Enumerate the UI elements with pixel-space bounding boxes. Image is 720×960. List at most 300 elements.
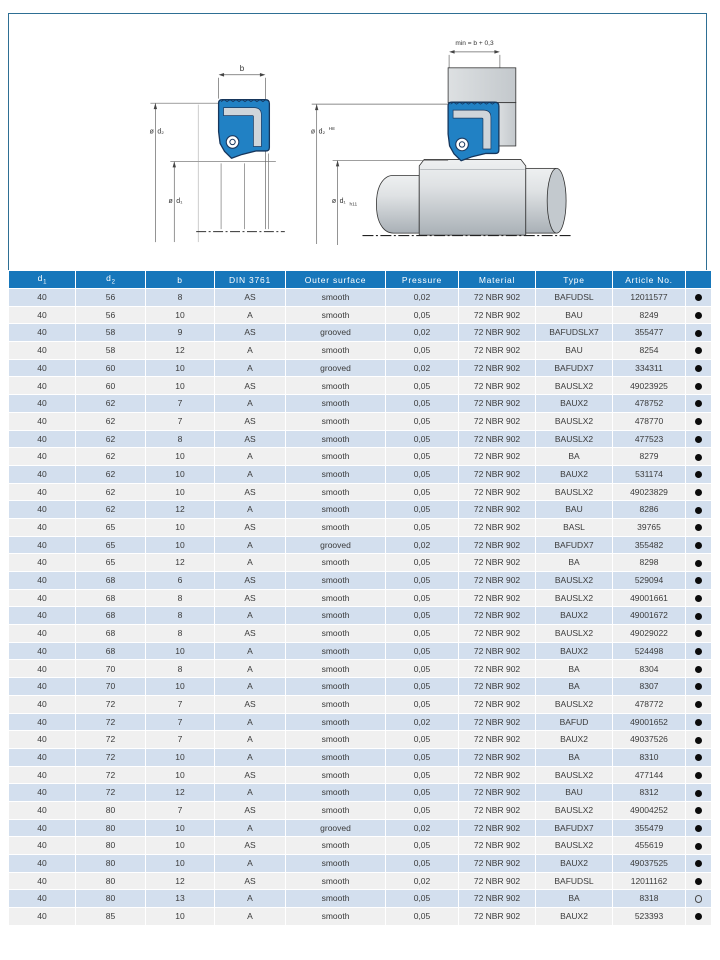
cell-pressure: 0,05 [386,483,459,501]
cell-article-no: 8254 [613,342,686,360]
cell-b: 7 [146,801,215,819]
dim-b-label: b [239,63,245,73]
cell-din: A [215,855,286,873]
cell-type: BAUX2 [536,855,613,873]
cell-pressure: 0,02 [386,536,459,554]
table-row [9,908,712,926]
cell-b: 10 [146,536,215,554]
cell-material: 72 NBR 902 [459,289,536,307]
cell-outer-surface: smooth [286,554,386,572]
cell-article-no: 531174 [613,465,686,483]
cell-availability [686,837,712,855]
cell-type: BA [536,748,613,766]
table-row [9,572,712,590]
cell-availability [686,908,712,926]
cell-article-no: 8312 [613,784,686,802]
cell-d1: 40 [9,713,76,731]
cell-d2: 80 [76,890,146,908]
cell-pressure: 0,02 [386,713,459,731]
cell-article-no: 478770 [613,412,686,430]
cell-b: 9 [146,324,215,342]
cell-pressure: 0,05 [386,731,459,749]
cell-material: 72 NBR 902 [459,713,536,731]
cell-type: BAU [536,501,613,519]
table-row [9,395,712,413]
table-row [9,377,712,395]
cell-d1: 40 [9,748,76,766]
cell-pressure: 0,05 [386,430,459,448]
cell-material: 72 NBR 902 [459,625,536,643]
cell-din: AS [215,872,286,890]
cell-b: 12 [146,342,215,360]
seal-cross-section [219,100,270,159]
cell-outer-surface: smooth [286,872,386,890]
cell-pressure: 0,05 [386,589,459,607]
cell-type: BAUSLX2 [536,837,613,855]
cell-d2: 68 [76,625,146,643]
cell-din: AS [215,289,286,307]
cell-pressure: 0,02 [386,872,459,890]
cell-material: 72 NBR 902 [459,306,536,324]
cell-availability [686,342,712,360]
cell-article-no: 529094 [613,572,686,590]
cell-availability [686,801,712,819]
cell-d2: 62 [76,501,146,519]
cell-outer-surface: smooth [286,855,386,873]
left-cross-section [150,64,285,242]
cell-b: 8 [146,589,215,607]
cell-d2: 60 [76,359,146,377]
cell-b: 6 [146,572,215,590]
cell-b: 8 [146,625,215,643]
cell-material: 72 NBR 902 [459,695,536,713]
cell-availability [686,855,712,873]
table-row [9,642,712,660]
cell-d1: 40 [9,412,76,430]
cell-type: BAUX2 [536,395,613,413]
cell-d2: 68 [76,642,146,660]
cell-availability [686,660,712,678]
cell-b: 10 [146,819,215,837]
table-row [9,660,712,678]
cell-material: 72 NBR 902 [459,536,536,554]
cell-pressure: 0,05 [386,642,459,660]
cell-din: AS [215,589,286,607]
cell-material: 72 NBR 902 [459,855,536,873]
cell-article-no: 524498 [613,642,686,660]
cell-material: 72 NBR 902 [459,784,536,802]
cell-pressure: 0,05 [386,855,459,873]
cell-d1: 40 [9,395,76,413]
cell-din: A [215,819,286,837]
cell-outer-surface: smooth [286,784,386,802]
technical-drawing-panel [8,13,707,270]
cell-d2: 58 [76,324,146,342]
cell-material: 72 NBR 902 [459,748,536,766]
cell-din: A [215,448,286,466]
cell-din: AS [215,625,286,643]
cell-article-no: 12011577 [613,289,686,307]
cell-din: AS [215,518,286,536]
availability-filled-dot-icon [695,383,702,390]
cell-pressure: 0,05 [386,465,459,483]
cell-article-no: 49001652 [613,713,686,731]
cell-din: A [215,713,286,731]
cell-availability [686,483,712,501]
cell-outer-surface: smooth [286,377,386,395]
cell-type: BAUSLX2 [536,483,613,501]
cell-outer-surface: smooth [286,766,386,784]
table-row [9,872,712,890]
cell-d2: 70 [76,678,146,696]
column-header-outer-surface: Outer surface [286,271,386,289]
cell-din: A [215,678,286,696]
cell-material: 72 NBR 902 [459,678,536,696]
cell-material: 72 NBR 902 [459,395,536,413]
cell-article-no: 355482 [613,536,686,554]
cell-d2: 80 [76,801,146,819]
cell-d1: 40 [9,890,76,908]
cell-outer-surface: smooth [286,501,386,519]
dim-d1-label: d₁ [176,198,183,206]
dim-d2h8-label: d₂ [318,128,326,136]
cell-type: BA [536,448,613,466]
cell-type: BAU [536,342,613,360]
cell-b: 7 [146,395,215,413]
cell-d2: 62 [76,448,146,466]
cell-d1: 40 [9,642,76,660]
table-row [9,342,712,360]
cell-pressure: 0,05 [386,678,459,696]
cell-type: BA [536,678,613,696]
cell-material: 72 NBR 902 [459,412,536,430]
cell-b: 10 [146,642,215,660]
cell-type: BAUSLX2 [536,430,613,448]
cell-d1: 40 [9,837,76,855]
cell-article-no: 523393 [613,908,686,926]
availability-filled-dot-icon [695,613,702,620]
cell-article-no: 8307 [613,678,686,696]
cell-d1: 40 [9,572,76,590]
cell-din: A [215,306,286,324]
cell-b: 8 [146,660,215,678]
table-row [9,731,712,749]
cell-outer-surface: smooth [286,395,386,413]
cell-type: BA [536,890,613,908]
cell-d2: 80 [76,819,146,837]
cell-availability [686,625,712,643]
cell-article-no: 8318 [613,890,686,908]
cell-din: AS [215,801,286,819]
cell-article-no: 477144 [613,766,686,784]
cell-availability [686,572,712,590]
table-row [9,890,712,908]
cell-b: 10 [146,359,215,377]
cell-article-no: 49037525 [613,855,686,873]
cell-d2: 72 [76,766,146,784]
dim-d1-prefix: ø [168,198,173,206]
column-header-article-no: Article No. [613,271,686,289]
cell-material: 72 NBR 902 [459,448,536,466]
cell-article-no: 8298 [613,554,686,572]
cell-pressure: 0,05 [386,501,459,519]
cell-d2: 65 [76,536,146,554]
cell-d1: 40 [9,465,76,483]
cell-article-no: 8286 [613,501,686,519]
cell-din: A [215,748,286,766]
cell-din: AS [215,412,286,430]
availability-filled-dot-icon [695,507,702,514]
cell-d2: 72 [76,713,146,731]
cell-article-no: 49001672 [613,607,686,625]
cell-outer-surface: smooth [286,589,386,607]
cell-d2: 62 [76,465,146,483]
cell-d2: 70 [76,660,146,678]
cell-b: 10 [146,855,215,873]
cell-material: 72 NBR 902 [459,589,536,607]
cell-availability [686,306,712,324]
cell-pressure: 0,05 [386,412,459,430]
cell-article-no: 334311 [613,359,686,377]
availability-filled-dot-icon [695,878,702,885]
right-installation-view [311,40,572,245]
cell-din: AS [215,695,286,713]
cell-b: 10 [146,766,215,784]
cell-outer-surface: smooth [286,890,386,908]
cell-din: A [215,554,286,572]
cell-din: AS [215,377,286,395]
cell-pressure: 0,05 [386,748,459,766]
availability-filled-dot-icon [695,577,702,584]
cell-type: BA [536,660,613,678]
column-header-availability [686,271,712,289]
cell-d1: 40 [9,625,76,643]
cell-outer-surface: smooth [286,678,386,696]
table-row [9,819,712,837]
column-header-b: b [146,271,215,289]
availability-filled-dot-icon [695,630,702,637]
cell-pressure: 0,02 [386,359,459,377]
cell-d1: 40 [9,801,76,819]
availability-filled-dot-icon [695,807,702,814]
column-header-din: DIN 3761 [215,271,286,289]
cell-outer-surface: smooth [286,342,386,360]
cell-d2: 58 [76,342,146,360]
availability-filled-dot-icon [695,701,702,708]
cell-pressure: 0,05 [386,518,459,536]
cell-type: BAU [536,306,613,324]
dim-d1h11-label: d₁ [339,198,346,206]
cell-d1: 40 [9,448,76,466]
availability-filled-dot-icon [695,913,702,920]
cell-din: AS [215,430,286,448]
cell-d1: 40 [9,289,76,307]
cell-outer-surface: smooth [286,748,386,766]
cell-article-no: 8249 [613,306,686,324]
seal-technical-drawing [9,14,705,268]
table-row [9,359,712,377]
cell-outer-surface: smooth [286,642,386,660]
cell-outer-surface: smooth [286,908,386,926]
cell-article-no: 49037526 [613,731,686,749]
cell-article-no: 39765 [613,518,686,536]
cell-pressure: 0,05 [386,890,459,908]
cell-availability [686,642,712,660]
cell-pressure: 0,05 [386,625,459,643]
cell-material: 72 NBR 902 [459,801,536,819]
cell-din: A [215,395,286,413]
cell-din: A [215,501,286,519]
cell-d2: 62 [76,430,146,448]
cell-material: 72 NBR 902 [459,465,536,483]
cell-type: BAUSLX2 [536,695,613,713]
cell-din: AS [215,483,286,501]
availability-open-circle-icon [695,895,703,903]
cell-pressure: 0,05 [386,448,459,466]
cell-d2: 62 [76,395,146,413]
cell-article-no: 455619 [613,837,686,855]
cell-b: 7 [146,731,215,749]
dim-d2-label: d₂ [157,128,164,136]
cell-d1: 40 [9,731,76,749]
cell-d1: 40 [9,855,76,873]
table-row [9,678,712,696]
cell-pressure: 0,05 [386,377,459,395]
cell-d1: 40 [9,660,76,678]
cell-material: 72 NBR 902 [459,430,536,448]
cell-availability [686,678,712,696]
availability-filled-dot-icon [695,860,702,867]
cell-type: BAUSLX2 [536,377,613,395]
column-header-d1: $d_1$ [9,271,76,289]
dim-min-label: min = b + 0,3 [455,39,494,47]
cell-outer-surface: grooved [286,819,386,837]
cell-pressure: 0,05 [386,695,459,713]
cell-outer-surface: grooved [286,324,386,342]
cell-material: 72 NBR 902 [459,660,536,678]
cell-d1: 40 [9,377,76,395]
cell-d2: 60 [76,377,146,395]
cell-d2: 85 [76,908,146,926]
cell-availability [686,607,712,625]
cell-b: 8 [146,607,215,625]
cell-material: 72 NBR 902 [459,359,536,377]
cell-article-no: 8304 [613,660,686,678]
table-row [9,837,712,855]
cell-availability [686,589,712,607]
cell-din: A [215,465,286,483]
cell-availability [686,518,712,536]
dimension-min [449,52,500,68]
cell-d2: 72 [76,731,146,749]
cell-outer-surface: smooth [286,607,386,625]
cell-type: BAU [536,784,613,802]
column-header-d2: $d_2$ [76,271,146,289]
cell-din: AS [215,837,286,855]
cell-d1: 40 [9,908,76,926]
cell-material: 72 NBR 902 [459,607,536,625]
cell-type: BAUSLX2 [536,412,613,430]
cell-pressure: 0,05 [386,908,459,926]
cell-type: BAUSLX2 [536,801,613,819]
table-row [9,289,712,307]
cell-type: BAUX2 [536,642,613,660]
cell-d2: 80 [76,837,146,855]
cell-d1: 40 [9,872,76,890]
cell-type: BAUSLX2 [536,625,613,643]
availability-filled-dot-icon [695,666,702,673]
availability-filled-dot-icon [695,454,702,461]
cell-d1: 40 [9,607,76,625]
cell-material: 72 NBR 902 [459,554,536,572]
availability-filled-dot-icon [695,542,702,549]
cell-b: 10 [146,483,215,501]
cell-outer-surface: smooth [286,572,386,590]
table-row [9,306,712,324]
cell-din: A [215,660,286,678]
cell-type: BAFUDX7 [536,819,613,837]
availability-filled-dot-icon [695,737,702,744]
cell-din: A [215,342,286,360]
cell-b: 10 [146,837,215,855]
cell-din: A [215,890,286,908]
availability-filled-dot-icon [695,471,702,478]
cell-availability [686,412,712,430]
cell-d2: 65 [76,554,146,572]
availability-filled-dot-icon [695,347,702,354]
cell-outer-surface: smooth [286,306,386,324]
cell-outer-surface: smooth [286,837,386,855]
dim-d2-prefix: ø [149,128,154,136]
cell-d1: 40 [9,589,76,607]
cell-d2: 72 [76,748,146,766]
cell-b: 10 [146,748,215,766]
cell-din: A [215,908,286,926]
cell-outer-surface: smooth [286,448,386,466]
cell-material: 72 NBR 902 [459,819,536,837]
column-header-pressure: Pressure [386,271,459,289]
availability-filled-dot-icon [695,436,702,443]
cell-din: AS [215,766,286,784]
cell-availability [686,713,712,731]
table-row [9,855,712,873]
cell-material: 72 NBR 902 [459,324,536,342]
cell-b: 12 [146,784,215,802]
cell-outer-surface: smooth [286,731,386,749]
cell-d2: 68 [76,589,146,607]
availability-filled-dot-icon [695,365,702,372]
cell-type: BAUX2 [536,908,613,926]
availability-filled-dot-icon [695,418,702,425]
seal-size-table [8,270,712,926]
cell-din: A [215,607,286,625]
cell-material: 72 NBR 902 [459,908,536,926]
cell-material: 72 NBR 902 [459,872,536,890]
cell-availability [686,554,712,572]
cell-material: 72 NBR 902 [459,501,536,519]
cell-d1: 40 [9,695,76,713]
cell-availability [686,748,712,766]
cell-d2: 72 [76,784,146,802]
cell-pressure: 0,05 [386,766,459,784]
availability-filled-dot-icon [695,719,702,726]
cell-b: 12 [146,554,215,572]
cell-d2: 62 [76,412,146,430]
cell-article-no: 478772 [613,695,686,713]
cell-d2: 62 [76,483,146,501]
cell-article-no: 477523 [613,430,686,448]
shaft [376,159,566,235]
